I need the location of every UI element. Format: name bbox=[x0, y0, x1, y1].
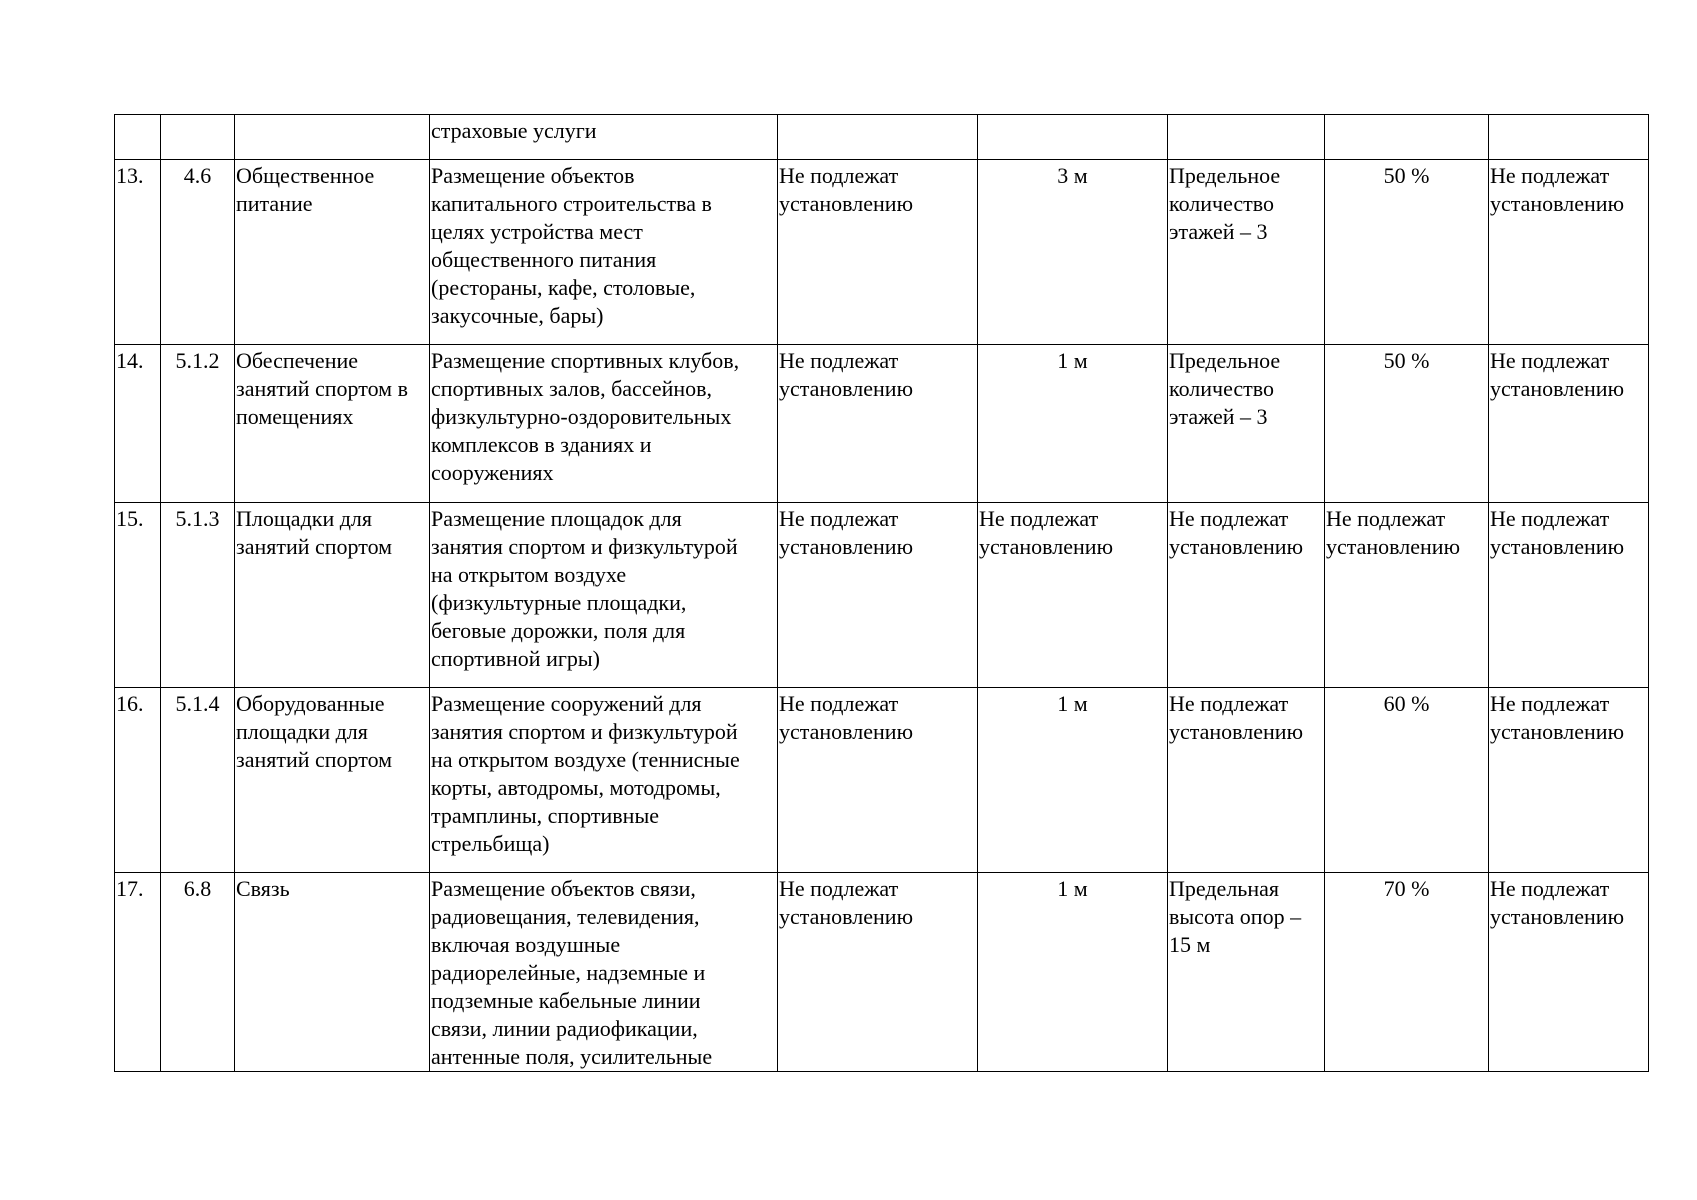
value-cell bbox=[1325, 160, 1489, 345]
description-cell bbox=[430, 688, 778, 873]
value-text: Не подлежат установлению bbox=[1169, 506, 1304, 559]
value-cell bbox=[1168, 688, 1325, 873]
value-cell bbox=[1489, 345, 1649, 503]
use-code: 5.1.3 bbox=[175, 506, 220, 531]
value-cell bbox=[1168, 503, 1325, 688]
description-cell bbox=[430, 115, 778, 160]
table-row bbox=[115, 503, 1649, 688]
use-code: 4.6 bbox=[183, 163, 212, 188]
value-text: Не подлежат установлению bbox=[779, 163, 914, 216]
row-number-cell bbox=[115, 160, 161, 345]
use-description: Размещение площадок для занятия спортом и физкультурой на открытом воздухе (физкультурные площадки, беговые дорожки, поля для спортивной игры) bbox=[431, 506, 738, 671]
code-cell bbox=[161, 115, 235, 160]
value-text: 60 % bbox=[1383, 691, 1430, 716]
value-cell bbox=[978, 503, 1168, 688]
table-row bbox=[115, 160, 1649, 345]
value-text: Не подлежат установлению bbox=[1490, 348, 1625, 401]
row-number: 16. bbox=[116, 691, 144, 716]
description-cell bbox=[430, 345, 778, 503]
use-code: 6.8 bbox=[183, 876, 212, 901]
value-text: Не подлежат установлению bbox=[1169, 691, 1304, 744]
name-cell bbox=[235, 503, 430, 688]
row-number: 14. bbox=[116, 348, 144, 373]
use-name: Связь bbox=[236, 876, 290, 901]
value-cell bbox=[778, 345, 978, 503]
use-name: Оборудованные площадки для занятий спортом bbox=[236, 691, 393, 772]
row-number: 13. bbox=[116, 163, 144, 188]
value-cell bbox=[978, 873, 1168, 1072]
value-text: Не подлежат установлению bbox=[1326, 506, 1461, 559]
value-text: 1 м bbox=[1057, 691, 1088, 716]
description-cell bbox=[430, 160, 778, 345]
value-text: 50 % bbox=[1383, 348, 1430, 373]
value-cell bbox=[1489, 160, 1649, 345]
row-number-cell bbox=[115, 345, 161, 503]
value-cell bbox=[778, 160, 978, 345]
value-cell bbox=[1168, 115, 1325, 160]
code-cell bbox=[161, 160, 235, 345]
value-text: 70 % bbox=[1383, 876, 1430, 901]
value-cell bbox=[1168, 873, 1325, 1072]
use-description: Размещение сооружений для занятия спортом и физкультурой на открытом воздухе (теннисные корты, автодромы, мотодромы, трамплины, спортивные стрельбища) bbox=[431, 691, 740, 856]
value-text: 1 м bbox=[1057, 876, 1088, 901]
value-text: Не подлежат установлению bbox=[1490, 691, 1625, 744]
value-text: Не подлежат установлению bbox=[1490, 876, 1625, 929]
value-cell bbox=[1168, 345, 1325, 503]
code-cell bbox=[161, 873, 235, 1072]
code-cell bbox=[161, 503, 235, 688]
use-code: 5.1.2 bbox=[175, 348, 220, 373]
name-cell bbox=[235, 160, 430, 345]
value-cell bbox=[778, 115, 978, 160]
value-cell bbox=[1325, 503, 1489, 688]
value-text: Не подлежат установлению bbox=[779, 876, 914, 929]
value-cell bbox=[1489, 688, 1649, 873]
value-text: Не подлежат установлению bbox=[779, 691, 914, 744]
value-text: 1 м bbox=[1057, 348, 1088, 373]
table-row bbox=[115, 873, 1649, 1072]
value-cell bbox=[978, 160, 1168, 345]
value-cell bbox=[778, 688, 978, 873]
value-text: Не подлежат установлению bbox=[779, 348, 914, 401]
table-body bbox=[115, 115, 1649, 1072]
name-cell bbox=[235, 115, 430, 160]
use-name: Общественное питание bbox=[236, 163, 375, 216]
value-cell bbox=[978, 688, 1168, 873]
value-cell bbox=[1489, 503, 1649, 688]
use-description: страховые услуги bbox=[431, 118, 597, 143]
row-number-cell bbox=[115, 873, 161, 1072]
row-number-cell bbox=[115, 688, 161, 873]
table-row bbox=[115, 688, 1649, 873]
value-cell bbox=[1325, 345, 1489, 503]
name-cell bbox=[235, 345, 430, 503]
value-cell bbox=[1325, 115, 1489, 160]
value-cell bbox=[1325, 873, 1489, 1072]
value-cell bbox=[1325, 688, 1489, 873]
row-number-cell bbox=[115, 115, 161, 160]
value-cell bbox=[978, 115, 1168, 160]
value-cell bbox=[1168, 160, 1325, 345]
value-text: 3 м bbox=[1057, 163, 1088, 188]
description-cell bbox=[430, 503, 778, 688]
value-text: Предельное количество этажей – 3 bbox=[1169, 348, 1281, 429]
value-cell bbox=[778, 873, 978, 1072]
name-cell bbox=[235, 688, 430, 873]
value-text: Не подлежат установлению bbox=[779, 506, 914, 559]
value-cell bbox=[978, 345, 1168, 503]
table-row bbox=[115, 115, 1649, 160]
use-code: 5.1.4 bbox=[175, 691, 220, 716]
value-cell bbox=[1489, 115, 1649, 160]
regulations-table bbox=[114, 114, 1649, 1072]
value-cell bbox=[778, 503, 978, 688]
use-name: Площадки для занятий спортом bbox=[236, 506, 393, 559]
value-text: Не подлежат установлению bbox=[1490, 163, 1625, 216]
value-cell bbox=[1489, 873, 1649, 1072]
description-cell bbox=[430, 873, 778, 1072]
value-text: Не подлежат установлению bbox=[979, 506, 1114, 559]
use-name: Обеспечение занятий спортом в помещениях bbox=[236, 348, 408, 429]
value-text: Не подлежат установлению bbox=[1490, 506, 1625, 559]
code-cell bbox=[161, 345, 235, 503]
row-number-cell bbox=[115, 503, 161, 688]
value-text: Предельная высота опор – 15 м bbox=[1169, 876, 1302, 957]
name-cell bbox=[235, 873, 430, 1072]
use-description: Размещение спортивных клубов, спортивных залов, бассейнов, физкультурно-оздоровительных комплексов в зданиях и сооружениях bbox=[431, 348, 740, 485]
code-cell bbox=[161, 688, 235, 873]
table-row bbox=[115, 345, 1649, 503]
use-description: Размещение объектов связи, радиовещания, телевидения, включая воздушные радиорелейные, надземные и подземные кабельные линии связи, линии радиофикации, антенные поля, усилительные bbox=[431, 876, 713, 1069]
row-number: 15. bbox=[116, 506, 144, 531]
use-description: Размещение объектов капитального строительства в целях устройства мест общественного питания (рестораны, кафе, столовые, закусочные, бары) bbox=[431, 163, 712, 328]
row-number: 17. bbox=[116, 876, 144, 901]
value-text: 50 % bbox=[1383, 163, 1430, 188]
value-text: Предельное количество этажей – 3 bbox=[1169, 163, 1281, 244]
